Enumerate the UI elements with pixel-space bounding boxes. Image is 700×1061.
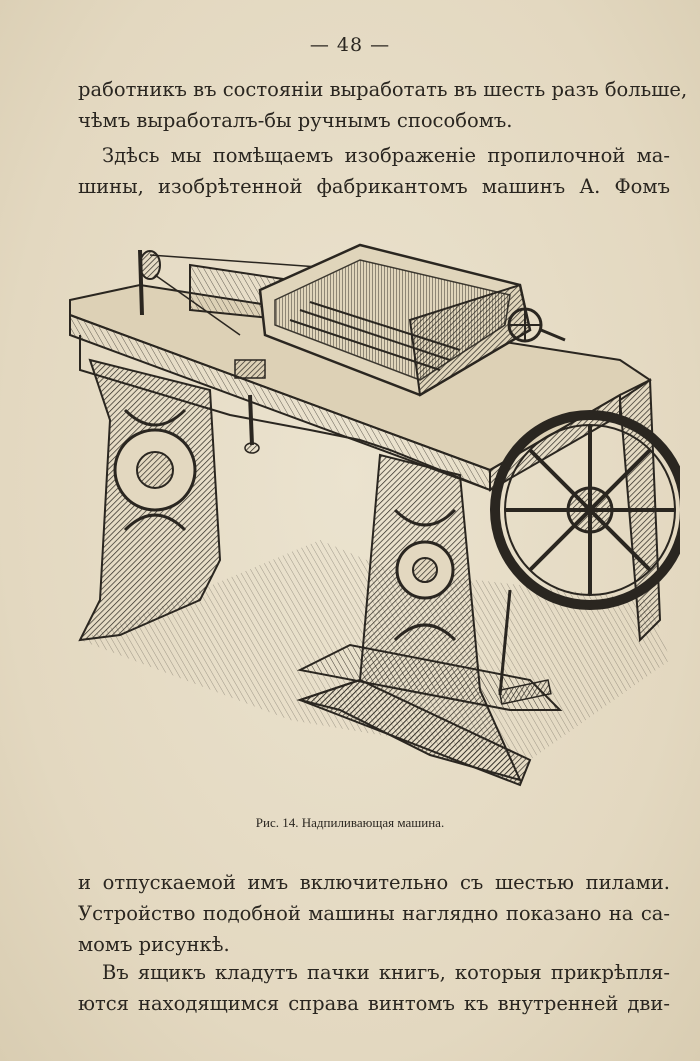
text-line: момъ рисункѣ. [78,933,230,956]
text-line: Устройство подобной машины наглядно показано на са- [78,902,670,925]
adjusting-knob [235,360,265,453]
left-leg [80,360,220,640]
text-line: Въ ящикъ кладутъ пачки книгъ, которыя прикрѣпля- [102,961,670,984]
page-number: — 48 — [309,34,391,56]
paragraph-1 [78,74,688,136]
figure-caption: Рис. 14. Надпиливающая машина. [255,815,445,830]
paragraph-3 [78,867,670,960]
text-line: ются находящимся справа винтомъ къ внутренней дви- [78,992,670,1015]
text-line: и отпускаемой имъ включительно съ шестью пилами. [78,871,670,894]
text-line: чѣмъ выработалъ-бы ручнымъ способомъ. [78,109,513,132]
text-line: работникъ въ состоянiи выработать въ шесть разъ больше, [78,78,688,101]
text-line: Здѣсь мы помѣщаемъ изображенiе пропилочной ма- [102,144,670,167]
paragraph-4 [78,957,670,1019]
text-line: шины, изобрѣтенной фабрикантомъ машинъ А. Фомъ [78,175,670,198]
paragraph-2 [78,140,670,202]
machine-illustration [60,240,680,800]
